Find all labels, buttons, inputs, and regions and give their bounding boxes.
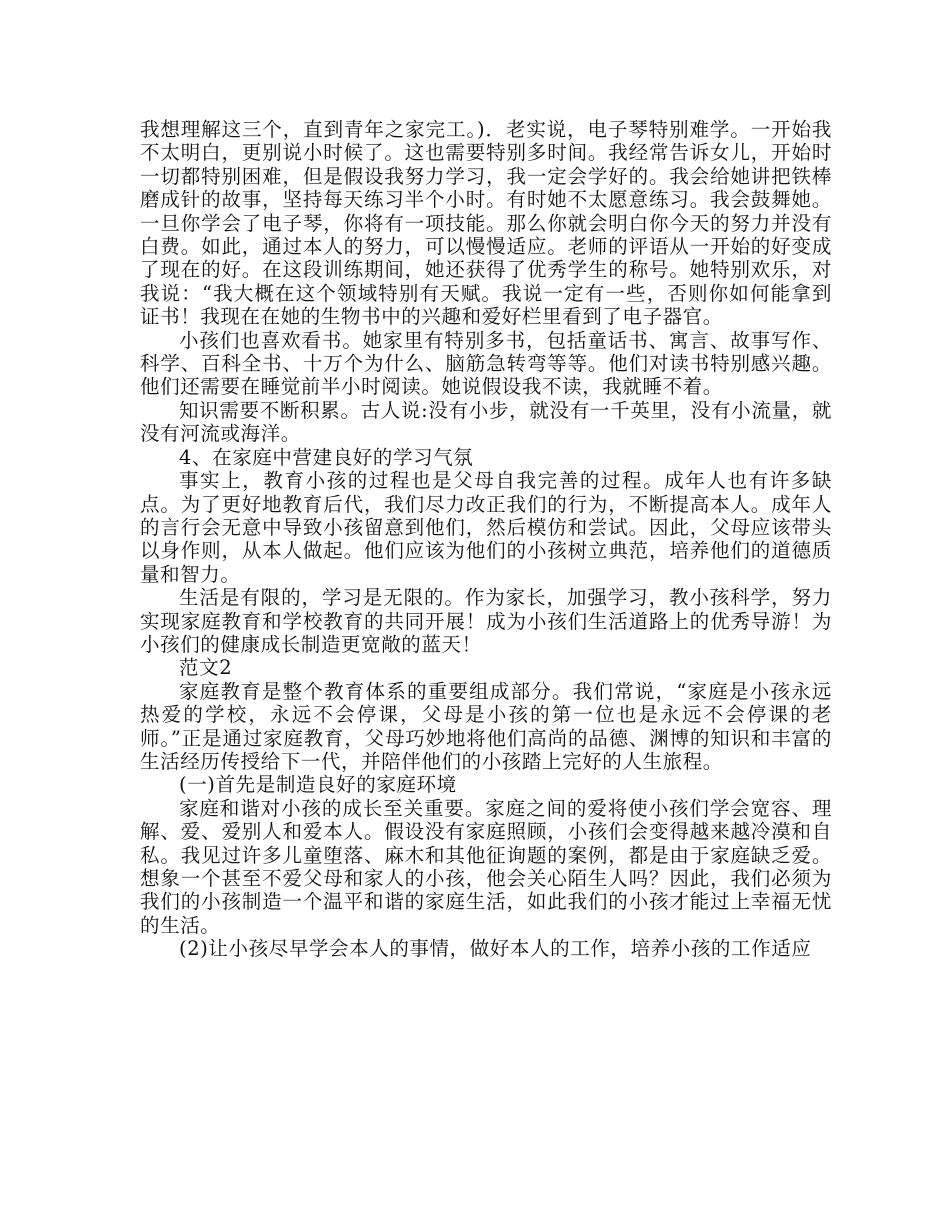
section-heading: 范文2 xyxy=(179,656,233,680)
section-heading: 4、在家庭中营建良好的学习气氛 xyxy=(179,445,474,469)
paragraph: 我想理解这三个，直到青年之家完工。)．老实说，电子琴特别难学。一开始我不太明白，更别说小时候了。这也需要特别多时间。我经常告诉女儿，开始时一切都特别困难，但是假设我努力学习，我一定会学好的。我会给她讲把铁棒磨成针的故事，坚持每天练习半个小时。有时她不太愿意练习。我会鼓舞她。一旦你学会了电子琴，你将有一项技能。那么你就会明白你今天的努力并没有白费。如此，通过本人的努力，可以慢慢适应。老师的评语从一开始的好变成了现在的好。在这段训练期间，她还获得了优秀学生的称号。她特别欢乐，对我说：“我大概在这个领域特别有天赋。我说一定有一些，否则你如何能拿到证书！我现在在她的生物书中的兴趣和爱好栏里看到了电子器官。 xyxy=(140,118,832,329)
paragraph: (2)让小孩尽早学会本人的事情，做好本人的工作，培养小孩的工作适应 xyxy=(179,937,812,961)
section-heading: (一)首先是制造良好的家庭环境 xyxy=(179,773,457,797)
paragraph: 事实上，教育小孩的过程也是父母自我完善的过程。成年人也有许多缺点。为了更好地教育后代，我们尽力改正我们的行为，不断提高本人。成年人的言行会无意中导致小孩留意到他们，然后模仿和尝试。因此，父母应该带头以身作则，从本人做起。他们应该为他们的小孩树立典范，培养他们的道德质量和智力。 xyxy=(140,469,832,586)
document-body xyxy=(140,118,832,961)
paragraph: 家庭教育是整个教育体系的重要组成部分。我们常说，“家庭是小孩永远热爱的学校，永远不会停课，父母是小孩的第一位也是永远不会停课的老师。”正是通过家庭教育，父母巧妙地将他们高尚的品德、渊博的知识和丰富的生活经历传授给下一代，并陪伴他们的小孩踏上完好的人生旅程。 xyxy=(140,679,832,773)
paragraph: 家庭和谐对小孩的成长至关重要。家庭之间的爱将使小孩们学会宽容、理解、爱、爱别人和爱本人。假设没有家庭照顾，小孩们会变得越来越冷漠和自私。我见过许多儿童堕落、麻木和其他征询题的案例，都是由于家庭缺乏爱。想象一个甚至不爱父母和家人的小孩，他会关心陌生人吗？因此，我们必须为我们的小孩制造一个温平和谐的家庭生活，如此我们的小孩才能过上幸福无忧的生活。 xyxy=(140,796,832,937)
paragraph: 知识需要不断积累。古人说:没有小步，就没有一千英里，没有小流量，就没有河流或海洋。 xyxy=(140,398,832,446)
paragraph: 生活是有限的，学习是无限的。作为家长，加强学习，教小孩科学，努力实现家庭教育和学校教育的共同开展！成为小孩们生活道路上的优秀导游！为小孩们的健康成长制造更宽敞的蓝天！ xyxy=(140,586,832,656)
paragraph: 小孩们也喜欢看书。她家里有特别多书，包括童话书、寓言、故事写作、科学、百科全书、十万个为什么、脑筋急转弯等等。他们对读书特别感兴趣。他们还需要在睡觉前半小时阅读。她说假设我不读，我就睡不着。 xyxy=(140,328,832,399)
